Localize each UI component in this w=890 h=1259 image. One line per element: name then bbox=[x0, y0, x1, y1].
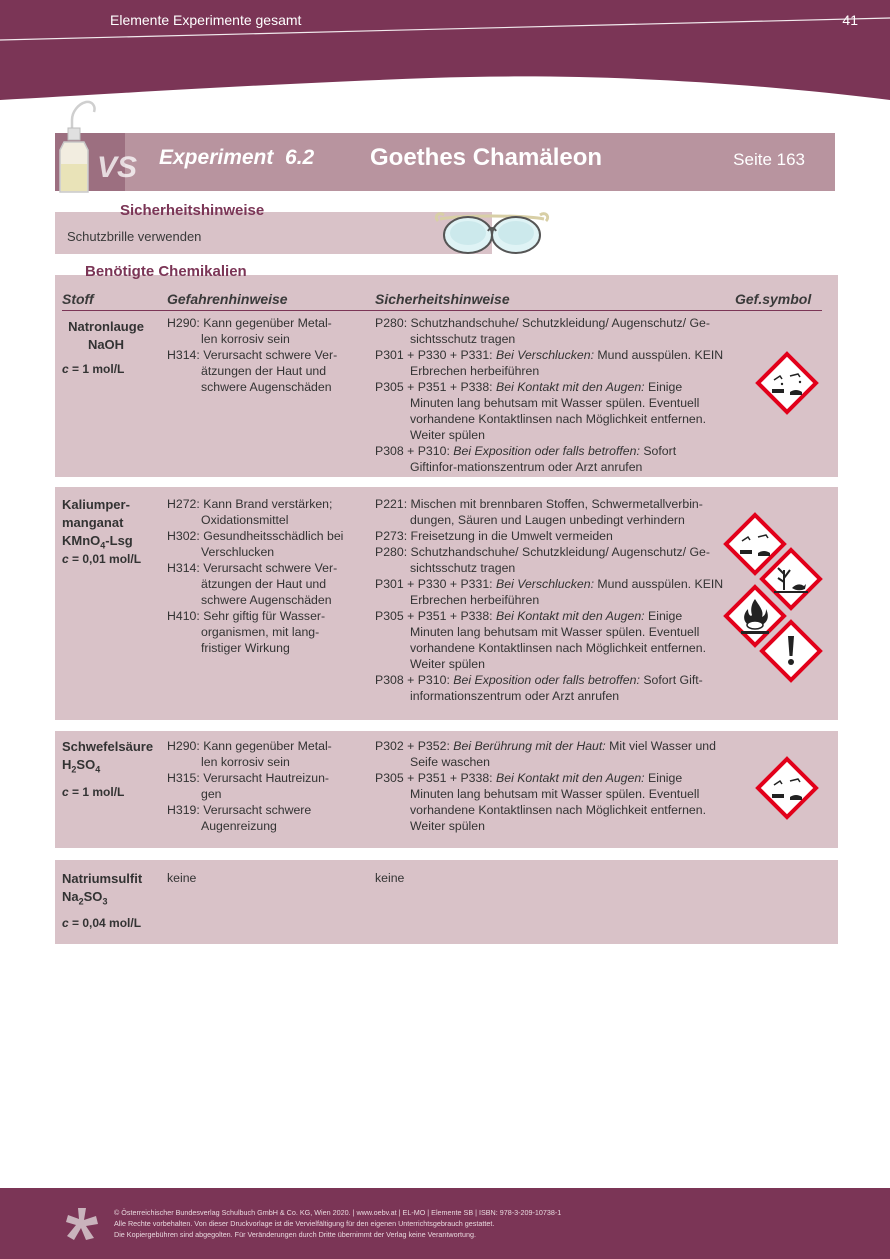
experiment-label bbox=[159, 146, 314, 170]
hazard-statements bbox=[167, 496, 347, 656]
column-header-gefahrenhinweise: Gefahrenhinweise bbox=[167, 291, 288, 307]
chemicals-heading: Benötigte Chemikalien bbox=[85, 263, 247, 280]
hazard-code: H272: bbox=[167, 497, 200, 511]
experiment-title: Goethes Chamäleon bbox=[370, 144, 603, 171]
safety-heading: Sicherheitshinweise bbox=[120, 202, 265, 219]
hazard-text: Verursacht Hautreizun-gen bbox=[201, 771, 330, 801]
hazard-code: H319: bbox=[167, 803, 200, 817]
precautionary-statement: P273: Freisetzung in die Umwelt vermeiden bbox=[375, 529, 613, 543]
hazard-statement bbox=[167, 560, 347, 608]
hazard-code: H314: bbox=[167, 348, 200, 362]
svg-text:VS: VS bbox=[97, 151, 138, 184]
hazard-text: Kann gegenüber Metal-len korrosiv sein bbox=[201, 739, 332, 769]
hazard-text: Verursacht schwere Ver-ätzungen der Haut und schwere Augenschäden bbox=[201, 348, 338, 394]
concentration bbox=[62, 552, 141, 566]
column-header-gefsymbol: Gef.symbol bbox=[735, 291, 812, 307]
substance-formula: $Na_2SO_3$ bbox=[62, 889, 108, 907]
wash-bottle-icon bbox=[58, 98, 98, 196]
precautionary-statement: P302 + P352: Bei Berührung mit der Haut: Mit viel Wasser und Seife waschen bbox=[375, 739, 716, 769]
hazard-code: H290: bbox=[167, 316, 200, 330]
precautionary-statement: P221: Mischen mit brennbaren Stoffen, Schwermetallverbin-dungen, Säuren und Laugen unbedingt verhindern bbox=[375, 497, 703, 527]
substance-name-line: Kaliumper- bbox=[62, 497, 130, 512]
hazard-code: H302: bbox=[167, 529, 200, 543]
precautionary-statements bbox=[375, 315, 725, 475]
precautionary-statement: P305 + P351 + P338: Bei Kontakt mit den Augen: Einige Minuten lang behutsam mit Wasser spülen. Eventuell vorhandene Kontaktlinsen nach Möglichkeit entfernen. Weiter spülen bbox=[375, 380, 707, 442]
hazard-statements bbox=[167, 315, 347, 395]
substance-name bbox=[62, 738, 153, 779]
experiment-banner bbox=[55, 133, 835, 191]
hazard-statement bbox=[167, 770, 347, 802]
corrosive-icon bbox=[756, 352, 818, 414]
substance-formula: KMnO$_4$-Lsg bbox=[62, 533, 133, 551]
safety-glasses-icon bbox=[432, 207, 552, 257]
hazard-statement bbox=[167, 608, 347, 656]
precautionary-statement: P305 + P351 + P338: Bei Kontakt mit den Augen: Einige Minuten lang behutsam mit Wasser spülen. Eventuell vorhandene Kontaktlinsen nach Möglichkeit entfernen. Weiter spülen bbox=[375, 771, 707, 833]
hazard-none: keine bbox=[167, 871, 197, 885]
hazard-statements bbox=[167, 738, 347, 834]
hazard-statement bbox=[167, 496, 347, 528]
precautionary-statement: P280: Schutzhandschuhe/ Schutzkleidung/ Augenschutz/ Ge-sichtsschutz tragen bbox=[375, 316, 710, 346]
hazard-code: H410: bbox=[167, 609, 200, 623]
column-header-stoff: Stoff bbox=[62, 291, 94, 307]
concentration-symbol: c bbox=[62, 552, 69, 566]
substance-name-line: Natriumsulfit bbox=[62, 871, 143, 886]
hazard-statement bbox=[167, 738, 347, 770]
precautionary-statement: P301 + P330 + P331: Bei Verschlucken: Mund ausspülen. KEIN Erbrechen herbeiführen bbox=[375, 577, 724, 607]
concentration-symbol: c bbox=[62, 785, 69, 799]
hazard-text: Kann Brand verstärken; Oxidationsmittel bbox=[201, 497, 333, 527]
precautionary-statement: P308 + P310: Bei Exposition oder falls betroffen: Sofort Gift-informationszentrum oder Arzt anrufen bbox=[375, 673, 703, 703]
substance-name-line: Natronlauge bbox=[68, 319, 144, 334]
hazard-statement bbox=[167, 315, 347, 347]
precautionary-statements bbox=[375, 496, 725, 704]
precautionary-statement: P280: Schutzhandschuhe/ Schutzkleidung/ Augenschutz/ Ge-sichtsschutz tragen bbox=[375, 545, 710, 575]
substance-name-line: Schwefelsäure bbox=[62, 739, 154, 754]
precautionary-none: keine bbox=[375, 871, 405, 885]
concentration-value: = 1 mol/L bbox=[68, 785, 125, 799]
hazard-code: H290: bbox=[167, 739, 200, 753]
footer-line: Die Kopiergebühren sind abgegolten. Für Veränderungen durch Dritte übernimmt der Verlag keine Verantwortung. bbox=[114, 1230, 476, 1239]
concentration-value: = 0,04 mol/L bbox=[68, 916, 142, 930]
experiment-number: 6.2 bbox=[285, 146, 315, 169]
precautionary-statements bbox=[375, 738, 725, 834]
concentration bbox=[62, 362, 124, 376]
precautionary-statement: P308 + P310: Bei Exposition oder falls betroffen: Sofort Giftinfor-mationszentrum oder Arzt anrufen bbox=[375, 444, 677, 474]
hazard-code: H314: bbox=[167, 561, 200, 575]
concentration-value: = 1 mol/L bbox=[68, 362, 125, 376]
corrosive-icon bbox=[756, 757, 818, 819]
concentration bbox=[62, 785, 124, 799]
column-header-sicherheitshinweise: Sicherheitshinweise bbox=[375, 291, 510, 307]
publisher-logo-icon bbox=[64, 1206, 100, 1242]
substance-name-line: manganat bbox=[62, 515, 124, 530]
substance-formula: $H_2SO_4$ bbox=[62, 757, 101, 775]
page-reference: Seite 163 bbox=[733, 150, 805, 169]
precautionary-statement: P305 + P351 + P338: Bei Kontakt mit den Augen: Einige Minuten lang behutsam mit Wasser spülen. Eventuell vorhandene Kontaktlinsen nach Möglichkeit entfernen. Weiter spülen bbox=[375, 609, 707, 671]
concentration-value: = 0,01 mol/L bbox=[68, 552, 142, 566]
header-title: Elemente Experimente gesamt bbox=[110, 12, 302, 28]
hazard-statement bbox=[167, 347, 347, 395]
concentration bbox=[62, 916, 141, 930]
header-divider bbox=[62, 310, 822, 311]
precautionary-statement: P301 + P330 + P331: Bei Verschlucken: Mund ausspülen. KEIN Erbrechen herbeiführen bbox=[375, 348, 724, 378]
hazard-text: Verursacht schwere Augenreizung bbox=[201, 803, 312, 833]
experiment-label-text: Experiment bbox=[159, 146, 274, 169]
footer-line: Alle Rechte vorbehalten. Von dieser Druckvorlage ist die Vervielfältigung für den eigenen Unterrichtsgebrauch gestattet. bbox=[114, 1219, 495, 1228]
safety-text: Schutzbrille verwenden bbox=[67, 229, 202, 244]
exclamation-icon bbox=[760, 620, 822, 682]
hazard-text: Kann gegenüber Metal-len korrosiv sein bbox=[201, 316, 332, 346]
hazard-statement bbox=[167, 802, 347, 834]
concentration-symbol: c bbox=[62, 916, 69, 930]
footer-text bbox=[114, 1207, 561, 1240]
hazard-statement bbox=[167, 528, 347, 560]
hazard-text: Verursacht schwere Ver-ätzungen der Haut und schwere Augenschäden bbox=[201, 561, 338, 607]
concentration-symbol: c bbox=[62, 362, 69, 376]
substance-name bbox=[66, 318, 146, 354]
substance-formula: NaOH bbox=[87, 337, 125, 352]
page-number: 41 bbox=[842, 12, 858, 28]
hazard-text: Sehr giftig für Wasser-organismen, mit lang-fristiger Wirkung bbox=[201, 609, 326, 655]
hazard-code: H315: bbox=[167, 771, 200, 785]
substance-name bbox=[62, 496, 133, 555]
hazard-text: Gesundheitsschädlich bei Verschlucken bbox=[201, 529, 344, 559]
substance-name bbox=[62, 870, 142, 911]
footer-line: © Österreichischer Bundesverlag Schulbuch GmbH & Co. KG, Wien 2020. | www.oebv.at | EL-MO | Elemente SB | ISBN: 978-3-209-10738-1 bbox=[114, 1208, 562, 1217]
